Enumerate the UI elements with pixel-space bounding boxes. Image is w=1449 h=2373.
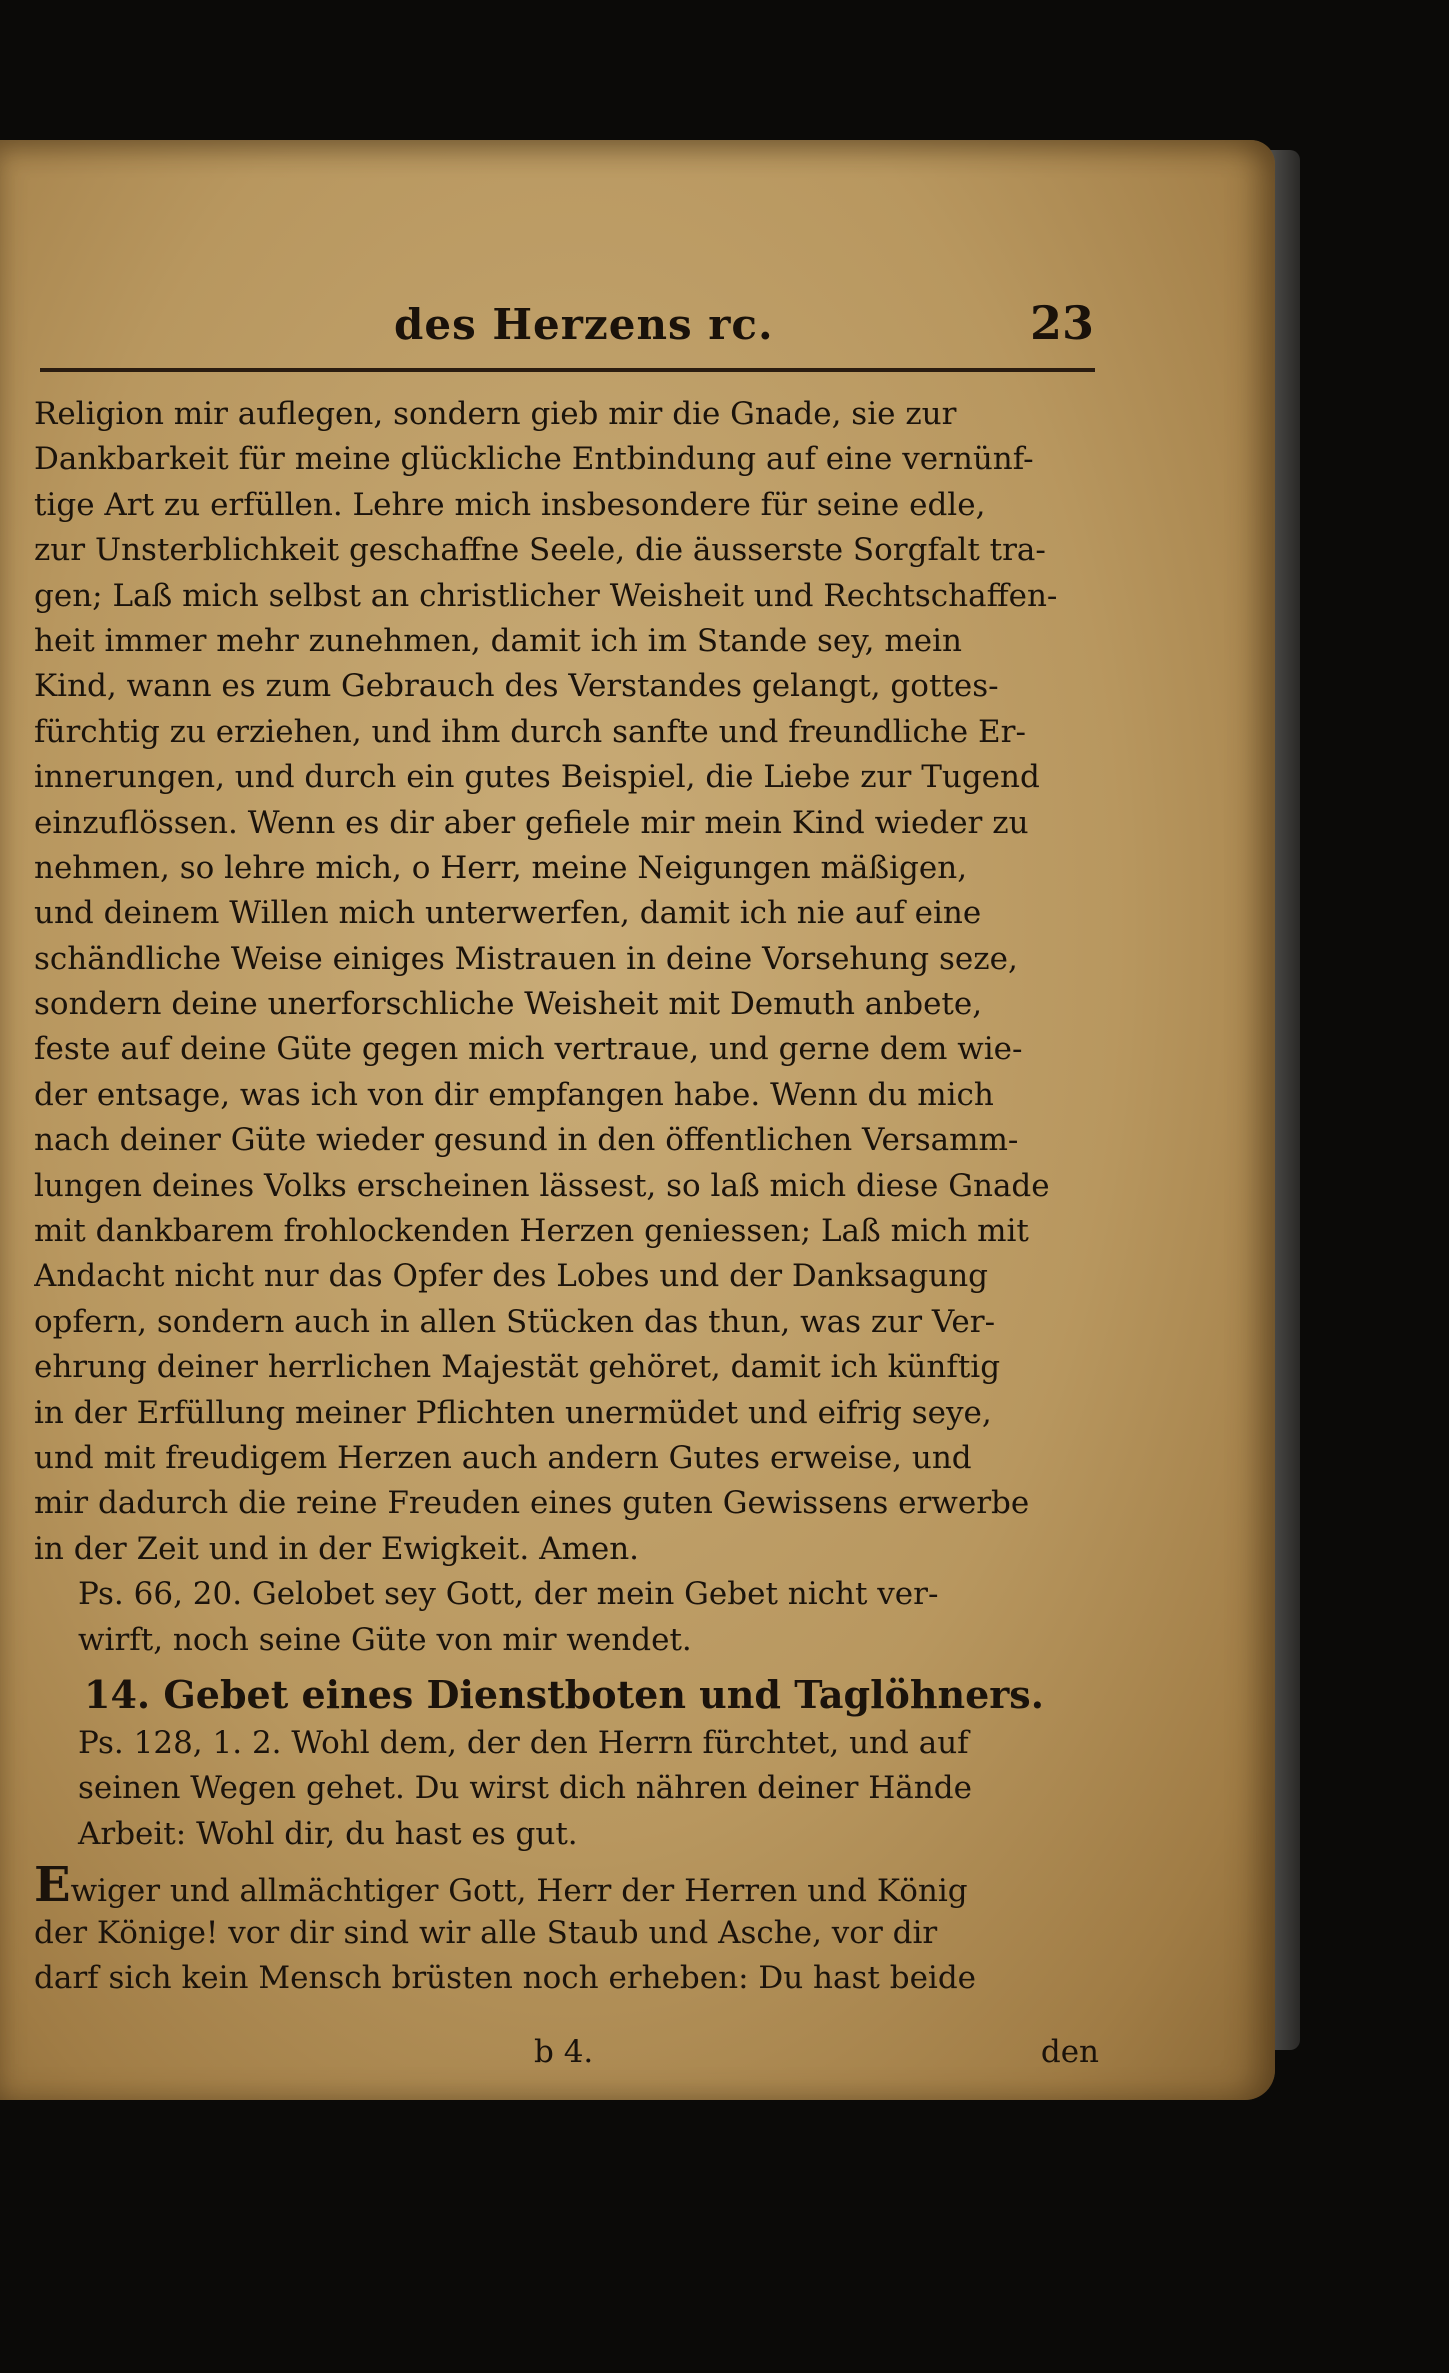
text-line: opfern, sondern auch in allen Stücken das thun, was zur Ver- <box>34 1303 996 1340</box>
psalm-line: Ps. 66, 20. Gelobet sey Gott, der mein Gebet nicht ver- <box>78 1576 939 1613</box>
prayer-line: der Könige! vor dir sind wir alle Staub und Asche, vor dir <box>34 1914 938 1951</box>
text-line: und deinem Willen mich unterwerfen, damit ich nie auf eine <box>34 895 982 932</box>
text-line: Kind, wann es zum Gebrauch des Verstandes gelangt, gottes- <box>34 668 999 705</box>
prayer-line-text: wiger und allmächtiger Gott, Herr der Herren und König <box>70 1873 968 1910</box>
text-line: mir dadurch die reine Freuden eines guten Gewissens erwerbe <box>34 1485 1030 1522</box>
prayer-line: darf sich kein Mensch brüsten noch erheben: Du hast beide <box>34 1959 977 1996</box>
text-line: Religion mir auflegen, sondern gieb mir die Gnade, sie zur <box>34 396 957 432</box>
signature-mark: b 4. <box>534 2034 594 2070</box>
text-line: der entsage, was ich von dir empfangen habe. Wenn du mich <box>34 1076 994 1113</box>
psalm-line: Arbeit: Wohl dir, du hast es gut. <box>78 1815 578 1852</box>
section-heading: 14. Gebet eines Dienstboten und Taglöhners. <box>84 1671 1044 1717</box>
text-line: lungen deines Volks erscheinen lässest, so laß mich diese Gnade <box>34 1167 1050 1204</box>
header-rule <box>40 368 1095 372</box>
text-line: sondern deine unerforschliche Weisheit mit Demuth anbete, <box>34 986 983 1023</box>
text-line: fürchtig zu erziehen, und ihm durch sanfte und freundliche Er- <box>34 713 1026 750</box>
prayer-first-line <box>34 1865 1099 1910</box>
text-line: und mit freudigem Herzen auch andern Gutes erweise, und <box>34 1439 972 1476</box>
text-line: gen; Laß mich selbst an christlicher Weisheit und Rechtschaffen- <box>34 577 1058 614</box>
catchword: den <box>1040 2034 1099 2070</box>
text-line: schändliche Weise einiges Mistrauen in deine Vorsehung seze, <box>34 940 1018 977</box>
page-number: 23 <box>1029 296 1094 350</box>
text-line: einzuflössen. Wenn es dir aber gefiele mir mein Kind wieder zu <box>34 804 1029 841</box>
text-line: tige Art zu erfüllen. Lehre mich insbesondere für seine edle, <box>34 486 986 523</box>
text-line: mit dankbarem frohlockenden Herzen geniessen; Laß mich mit <box>34 1213 1029 1250</box>
text-line: Andacht nicht nur das Opfer des Lobes und der Danksagung <box>34 1258 989 1295</box>
text-line: innerungen, und durch ein gutes Beispiel, die Liebe zur Tugend <box>34 759 1040 796</box>
text-line: heit immer mehr zunehmen, damit ich im Stande sey, mein <box>34 622 963 659</box>
text-line: zur Unsterblichkeit geschaffne Seele, die äusserste Sorgfalt tra- <box>34 532 1046 569</box>
text-line: in der Erfüllung meiner Pflichten unermüdet und eifrig seye, <box>34 1394 992 1431</box>
running-head: des Herzens rc. <box>394 300 774 349</box>
psalm-line: wirft, noch seine Güte von mir wendet. <box>78 1621 692 1658</box>
text-line: ehrung deiner herrlichen Majestät gehöret, damit ich künftig <box>34 1349 1001 1386</box>
text-line: nach deiner Güte wieder gesund in den öffentlichen Versamm- <box>34 1122 1019 1159</box>
drop-cap: E <box>34 1865 71 1911</box>
text-line: in der Zeit und in der Ewigkeit. Amen. <box>34 1530 640 1567</box>
psalm-line: Ps. 128, 1. 2. Wohl dem, der den Herrn fürchtet, und auf <box>78 1724 969 1761</box>
psalm-line: seinen Wegen gehet. Du wirst dich nähren deiner Hände <box>78 1770 972 1807</box>
text-line: feste auf deine Güte gegen mich vertraue, und gerne dem wie- <box>34 1031 1023 1068</box>
page-body <box>34 392 1099 2001</box>
page-header <box>44 296 1094 360</box>
text-line: nehmen, so lehre mich, o Herr, meine Neigungen mäßigen, <box>34 849 968 886</box>
text-line: Dankbarkeit für meine glückliche Entbindung auf eine vernünf- <box>34 441 1034 478</box>
